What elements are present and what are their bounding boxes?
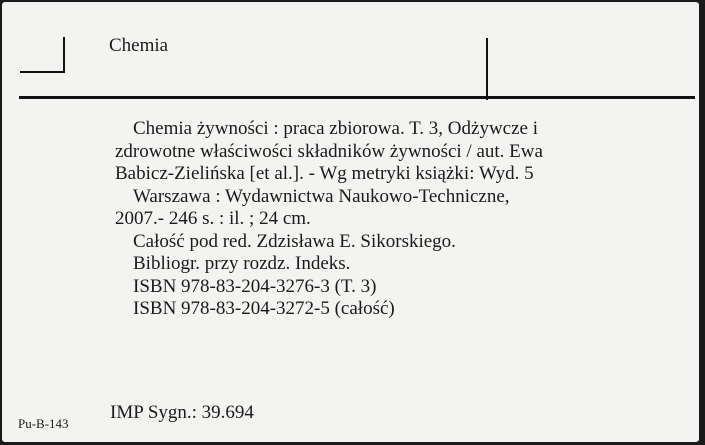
call-number-divider: [486, 38, 488, 100]
signature-number: IMP Sygn.: 39.694: [110, 402, 254, 423]
note-editor: Całość pod red. Zdzisława E. Sikorskiego.: [133, 230, 456, 252]
bibliographic-description: [115, 118, 635, 321]
isbn-volume: ISBN 978-83-204-3276-3 (T. 3): [133, 275, 377, 297]
publication-line-2: 2007.- 246 s. : il. ; 24 cm.: [115, 208, 311, 229]
subject-heading: Chemia: [109, 35, 169, 56]
corner-mark-horizontal: [20, 71, 65, 73]
note-bibliography: Bibliogr. przy rozdz. Indeks.: [133, 253, 351, 274]
publication-line-1: Warszawa : Wydawnictwa Naukowo-Techniczne,: [133, 185, 510, 207]
title-line-3: Babicz-Zielińska [et al.]. - Wg metryki książki: Wyd. 5: [115, 163, 534, 184]
title-line-2: zdrowotne właściwości składników żywności / aut. Ewa: [115, 140, 543, 162]
isbn-complete: ISBN 978-83-204-3272-5 (całość): [133, 298, 395, 319]
catalog-card: [2, 2, 699, 442]
signature-code: Pu-B-143: [18, 416, 69, 431]
corner-mark-vertical: [63, 37, 65, 73]
title-line-1: Chemia żywności : praca zbiorowa. T. 3, Odżywcze i: [133, 118, 539, 139]
header-rule: [19, 96, 695, 99]
